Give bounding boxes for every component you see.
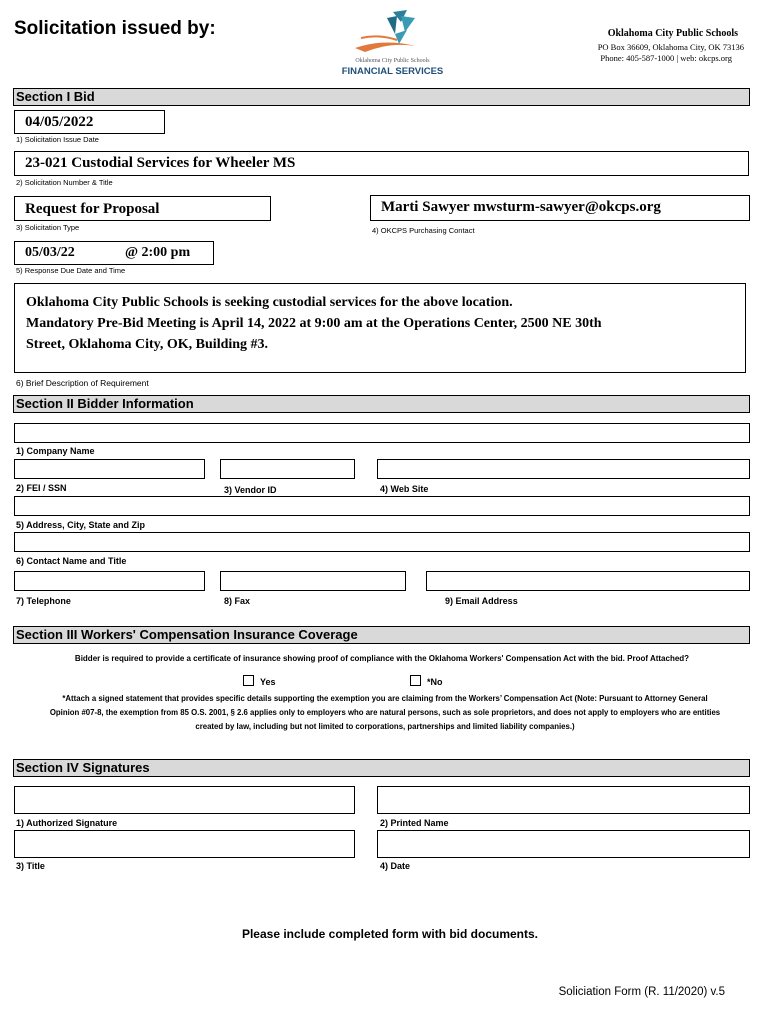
web-site-label: 4) Web Site <box>380 484 429 494</box>
form-title: Solicitation issued by: <box>14 18 216 39</box>
exemption-note-line-3: created by law, including but not limited to corporations, partnerships and limited liability companies.) <box>195 722 575 731</box>
email-label: 9) Email Address <box>445 596 518 606</box>
solicitation-number-value: 23-021 Custodial Services for Wheeler MS <box>25 155 296 171</box>
vendor-id-label: 3) Vendor ID <box>224 485 277 495</box>
section-4-heading: Section IV Signatures <box>13 759 750 777</box>
vendor-id-input[interactable] <box>220 459 355 479</box>
exemption-note-line-2: Opinion #07-8, the exemption from 85 O.S. 2001, § 2.6 applies only to employers who are natural persons, such as sole proprietors, and does not apply to employers who are entities <box>49 708 721 717</box>
description-line-2: Mandatory Pre-Bid Meeting is April 14, 2022 at 9:00 am at the Operations Center, 2500 NE 30th <box>26 316 602 331</box>
section-2-heading: Section II Bidder Information <box>13 395 750 413</box>
company-name-label: 1) Company Name <box>16 446 95 456</box>
okcps-logo <box>335 8 450 78</box>
no-checkbox[interactable] <box>410 675 421 686</box>
org-phone-web: Phone: 405-587-1000 | web: okcps.org <box>600 53 732 63</box>
section-3-heading: Section III Workers' Compensation Insurance Coverage <box>13 626 750 644</box>
web-site-input[interactable] <box>377 459 750 479</box>
purchasing-contact-label: 4) OKCPS Purchasing Contact <box>372 226 475 235</box>
title-input[interactable] <box>14 830 355 858</box>
fax-label: 8) Fax <box>224 596 251 606</box>
telephone-label: 7) Telephone <box>16 596 71 606</box>
section-1-heading: Section I Bid <box>13 88 750 106</box>
description-field[interactable] <box>14 283 746 373</box>
yes-label: Yes <box>260 677 276 687</box>
logo-financial-services: FINANCIAL SERVICES <box>341 66 444 77</box>
authorized-signature-input[interactable] <box>14 786 355 814</box>
yes-option[interactable] <box>243 675 276 687</box>
company-name-input[interactable] <box>14 423 750 443</box>
printed-name-label: 2) Printed Name <box>380 818 449 828</box>
fei-ssn-label: 2) FEI / SSN <box>16 483 67 493</box>
address-label: 5) Address, City, State and Zip <box>16 520 146 530</box>
telephone-input[interactable] <box>14 571 205 591</box>
no-label: *No <box>427 677 443 687</box>
form-version: Soliciation Form (R. 11/2020) v.5 <box>558 986 725 998</box>
org-address: PO Box 36609, Oklahoma City, OK 73136 <box>597 42 744 52</box>
issue-date-label: 1) Solicitation Issue Date <box>16 135 99 144</box>
date-label: 4) Date <box>380 861 411 871</box>
email-input[interactable] <box>426 571 750 591</box>
title-label: 3) Title <box>16 861 45 871</box>
workers-comp-question: Bidder is required to provide a certificate of insurance showing proof of compliance with the Oklahoma Workers' Compensation Act with the bid. Proof Attached? <box>74 654 690 663</box>
purchasing-contact-value: Marti Sawyer mwsturm-sawyer@okcps.org <box>381 199 661 215</box>
response-due-label: 5) Response Due Date and Time <box>16 266 126 275</box>
printed-name-input[interactable] <box>377 786 750 814</box>
issue-date-field[interactable] <box>14 110 165 134</box>
fax-input[interactable] <box>220 571 406 591</box>
footer-instruction: Please include completed form with bid documents. <box>241 927 539 941</box>
logo-caption: Oklahoma City Public Schools <box>355 58 430 64</box>
description-line-3: Street, Oklahoma City, OK, Building #3. <box>26 337 269 352</box>
address-input[interactable] <box>14 496 750 516</box>
response-due-field[interactable] <box>14 241 214 265</box>
no-option[interactable] <box>410 675 443 687</box>
contact-name-label: 6) Contact Name and Title <box>16 556 127 566</box>
date-input[interactable] <box>377 830 750 858</box>
bird-logo-icon <box>335 8 450 58</box>
exemption-note-line-1: *Attach a signed statement that provides specific details supporting the exemption you are claiming from the Workers’ Compensation Act (Note: Pursuant to Attorney General <box>62 694 708 703</box>
issue-date-value: 04/05/2022 <box>25 114 94 130</box>
solicitation-number-field[interactable] <box>14 151 749 176</box>
org-name: Oklahoma City Public Schools <box>607 28 738 39</box>
yes-checkbox[interactable] <box>243 675 254 686</box>
description-label: 6) Brief Description of Requirement <box>16 378 149 388</box>
solicitation-type-field[interactable] <box>14 196 271 221</box>
contact-name-input[interactable] <box>14 532 750 552</box>
fei-ssn-input[interactable] <box>14 459 205 479</box>
description-line-1: Oklahoma City Public Schools is seeking custodial services for the above location. <box>26 295 513 310</box>
solicitation-type-label: 3) Solicitation Type <box>16 223 80 232</box>
solicitation-number-label: 2) Solicitation Number & Title <box>16 178 113 187</box>
purchasing-contact-field[interactable] <box>370 195 750 221</box>
solicitation-type-value: Request for Proposal <box>25 201 160 217</box>
response-due-date: 05/03/22 <box>25 245 75 260</box>
response-due-time: @ 2:00 pm <box>125 245 191 260</box>
authorized-signature-label: 1) Authorized Signature <box>16 818 118 828</box>
